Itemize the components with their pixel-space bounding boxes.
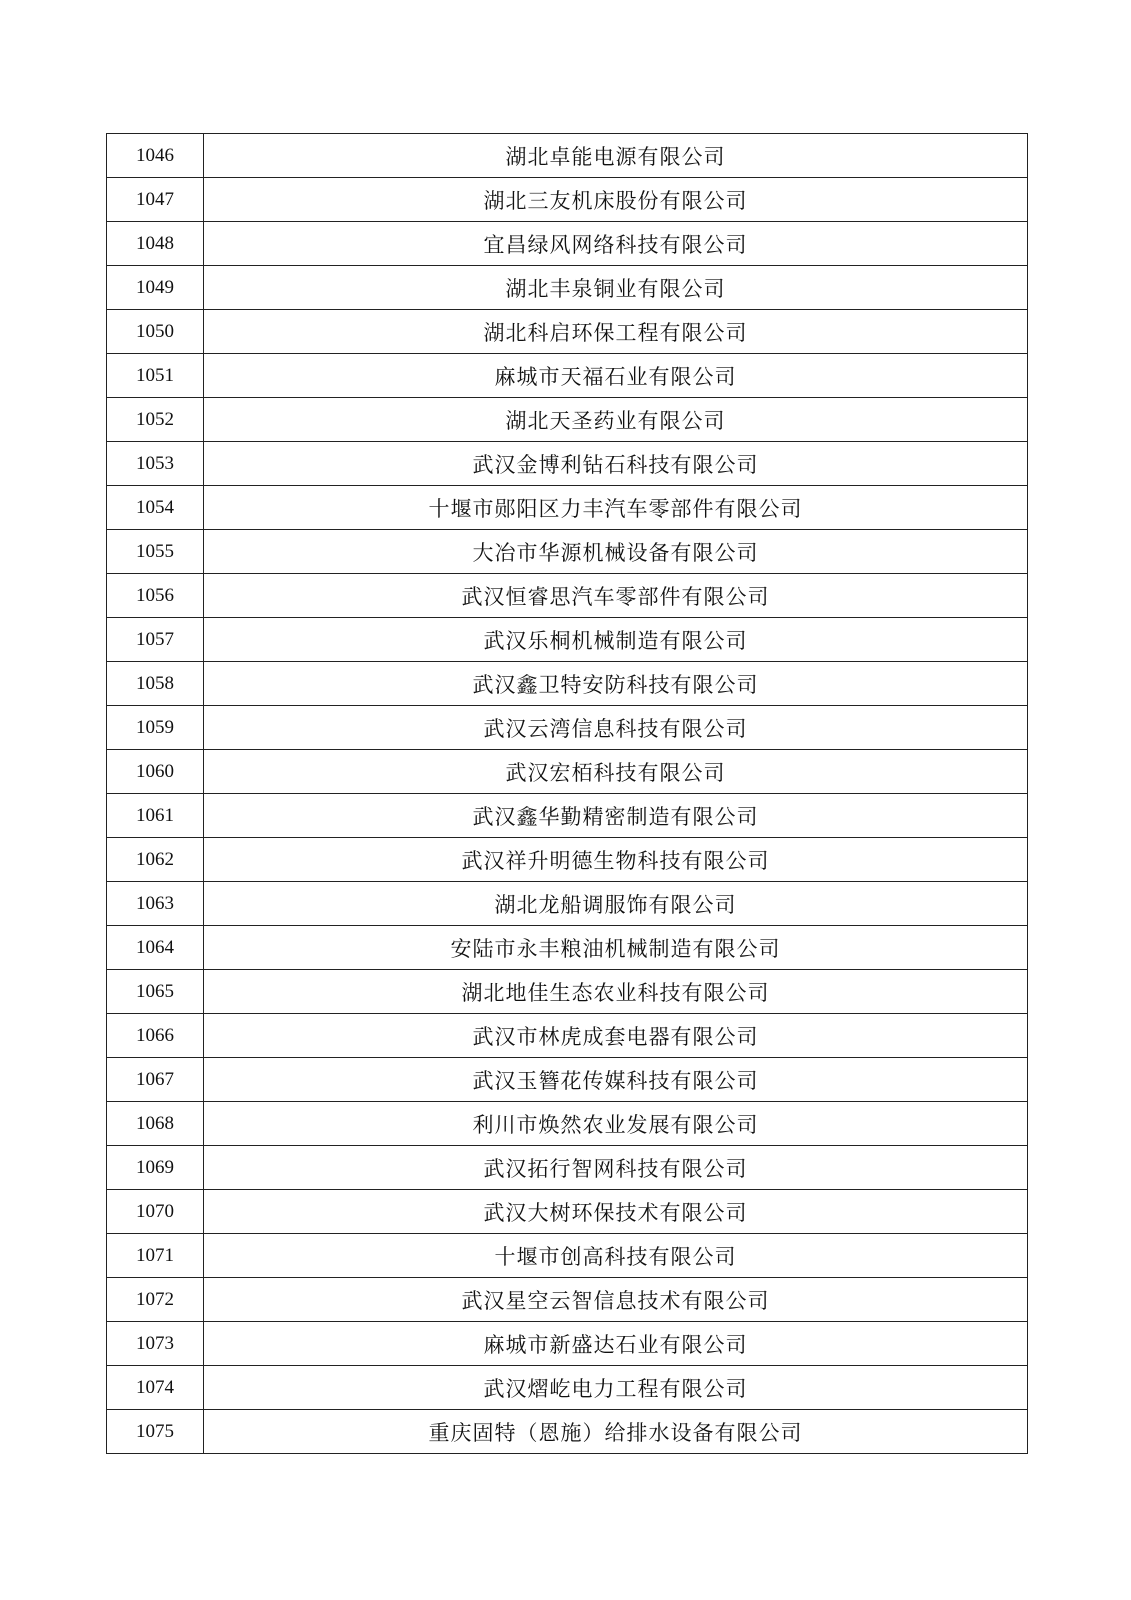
company-name: 十堰市创高科技有限公司 — [204, 1234, 1028, 1278]
company-name: 麻城市天福石业有限公司 — [204, 354, 1028, 398]
table-row — [107, 1102, 1028, 1146]
table-row — [107, 1278, 1028, 1322]
company-name: 武汉恒睿思汽车零部件有限公司 — [204, 574, 1028, 618]
company-name: 武汉乐桐机械制造有限公司 — [204, 618, 1028, 662]
company-name: 武汉云湾信息科技有限公司 — [204, 706, 1028, 750]
table-row — [107, 1366, 1028, 1410]
company-name: 武汉金博利钻石科技有限公司 — [204, 442, 1028, 486]
row-number: 1061 — [107, 794, 204, 838]
table-row — [107, 1234, 1028, 1278]
table-row — [107, 442, 1028, 486]
company-name: 武汉市林虎成套电器有限公司 — [204, 1014, 1028, 1058]
row-number: 1071 — [107, 1234, 204, 1278]
table-row — [107, 178, 1028, 222]
row-number: 1059 — [107, 706, 204, 750]
row-number: 1062 — [107, 838, 204, 882]
row-number: 1056 — [107, 574, 204, 618]
company-name: 大冶市华源机械设备有限公司 — [204, 530, 1028, 574]
row-number: 1055 — [107, 530, 204, 574]
table-row — [107, 618, 1028, 662]
table-row — [107, 794, 1028, 838]
row-number: 1057 — [107, 618, 204, 662]
row-number: 1048 — [107, 222, 204, 266]
company-name: 湖北丰泉铜业有限公司 — [204, 266, 1028, 310]
row-number: 1058 — [107, 662, 204, 706]
table-row — [107, 354, 1028, 398]
row-number: 1050 — [107, 310, 204, 354]
table-row — [107, 706, 1028, 750]
table-row — [107, 398, 1028, 442]
table-row — [107, 574, 1028, 618]
company-name: 武汉星空云智信息技术有限公司 — [204, 1278, 1028, 1322]
company-name: 麻城市新盛达石业有限公司 — [204, 1322, 1028, 1366]
table-row — [107, 662, 1028, 706]
table-row — [107, 838, 1028, 882]
row-number: 1075 — [107, 1410, 204, 1454]
table-row — [107, 1322, 1028, 1366]
row-number: 1063 — [107, 882, 204, 926]
row-number: 1065 — [107, 970, 204, 1014]
company-name: 湖北三友机床股份有限公司 — [204, 178, 1028, 222]
company-name: 利川市焕然农业发展有限公司 — [204, 1102, 1028, 1146]
company-name: 武汉鑫华勤精密制造有限公司 — [204, 794, 1028, 838]
company-name: 安陆市永丰粮油机械制造有限公司 — [204, 926, 1028, 970]
table-row — [107, 1410, 1028, 1454]
table-row — [107, 486, 1028, 530]
company-name: 武汉拓行智网科技有限公司 — [204, 1146, 1028, 1190]
table-row — [107, 134, 1028, 178]
table-body — [107, 134, 1028, 1454]
row-number: 1070 — [107, 1190, 204, 1234]
table-row — [107, 310, 1028, 354]
row-number: 1066 — [107, 1014, 204, 1058]
table-row — [107, 1190, 1028, 1234]
row-number: 1060 — [107, 750, 204, 794]
row-number: 1073 — [107, 1322, 204, 1366]
row-number: 1069 — [107, 1146, 204, 1190]
company-name: 湖北天圣药业有限公司 — [204, 398, 1028, 442]
company-name: 宜昌绿风网络科技有限公司 — [204, 222, 1028, 266]
company-name: 武汉宏栢科技有限公司 — [204, 750, 1028, 794]
table-row — [107, 882, 1028, 926]
table-row — [107, 1146, 1028, 1190]
row-number: 1052 — [107, 398, 204, 442]
company-name: 湖北龙船调服饰有限公司 — [204, 882, 1028, 926]
row-number: 1074 — [107, 1366, 204, 1410]
row-number: 1064 — [107, 926, 204, 970]
company-name: 湖北地佳生态农业科技有限公司 — [204, 970, 1028, 1014]
table-row — [107, 1014, 1028, 1058]
row-number: 1072 — [107, 1278, 204, 1322]
table-row — [107, 530, 1028, 574]
company-name: 武汉祥升明德生物科技有限公司 — [204, 838, 1028, 882]
row-number: 1054 — [107, 486, 204, 530]
table-row — [107, 970, 1028, 1014]
company-name: 武汉玉簪花传媒科技有限公司 — [204, 1058, 1028, 1102]
company-name: 武汉鑫卫特安防科技有限公司 — [204, 662, 1028, 706]
row-number: 1047 — [107, 178, 204, 222]
row-number: 1053 — [107, 442, 204, 486]
company-name: 湖北卓能电源有限公司 — [204, 134, 1028, 178]
company-name: 湖北科启环保工程有限公司 — [204, 310, 1028, 354]
table-row — [107, 222, 1028, 266]
company-name: 武汉大树环保技术有限公司 — [204, 1190, 1028, 1234]
table-row — [107, 750, 1028, 794]
table-row — [107, 1058, 1028, 1102]
company-name: 十堰市郧阳区力丰汽车零部件有限公司 — [204, 486, 1028, 530]
row-number: 1049 — [107, 266, 204, 310]
table-row — [107, 926, 1028, 970]
company-name: 武汉熠屹电力工程有限公司 — [204, 1366, 1028, 1410]
row-number: 1046 — [107, 134, 204, 178]
row-number: 1067 — [107, 1058, 204, 1102]
company-list-table — [106, 133, 1028, 1454]
row-number: 1068 — [107, 1102, 204, 1146]
table-row — [107, 266, 1028, 310]
company-name: 重庆固特（恩施）给排水设备有限公司 — [204, 1410, 1028, 1454]
row-number: 1051 — [107, 354, 204, 398]
